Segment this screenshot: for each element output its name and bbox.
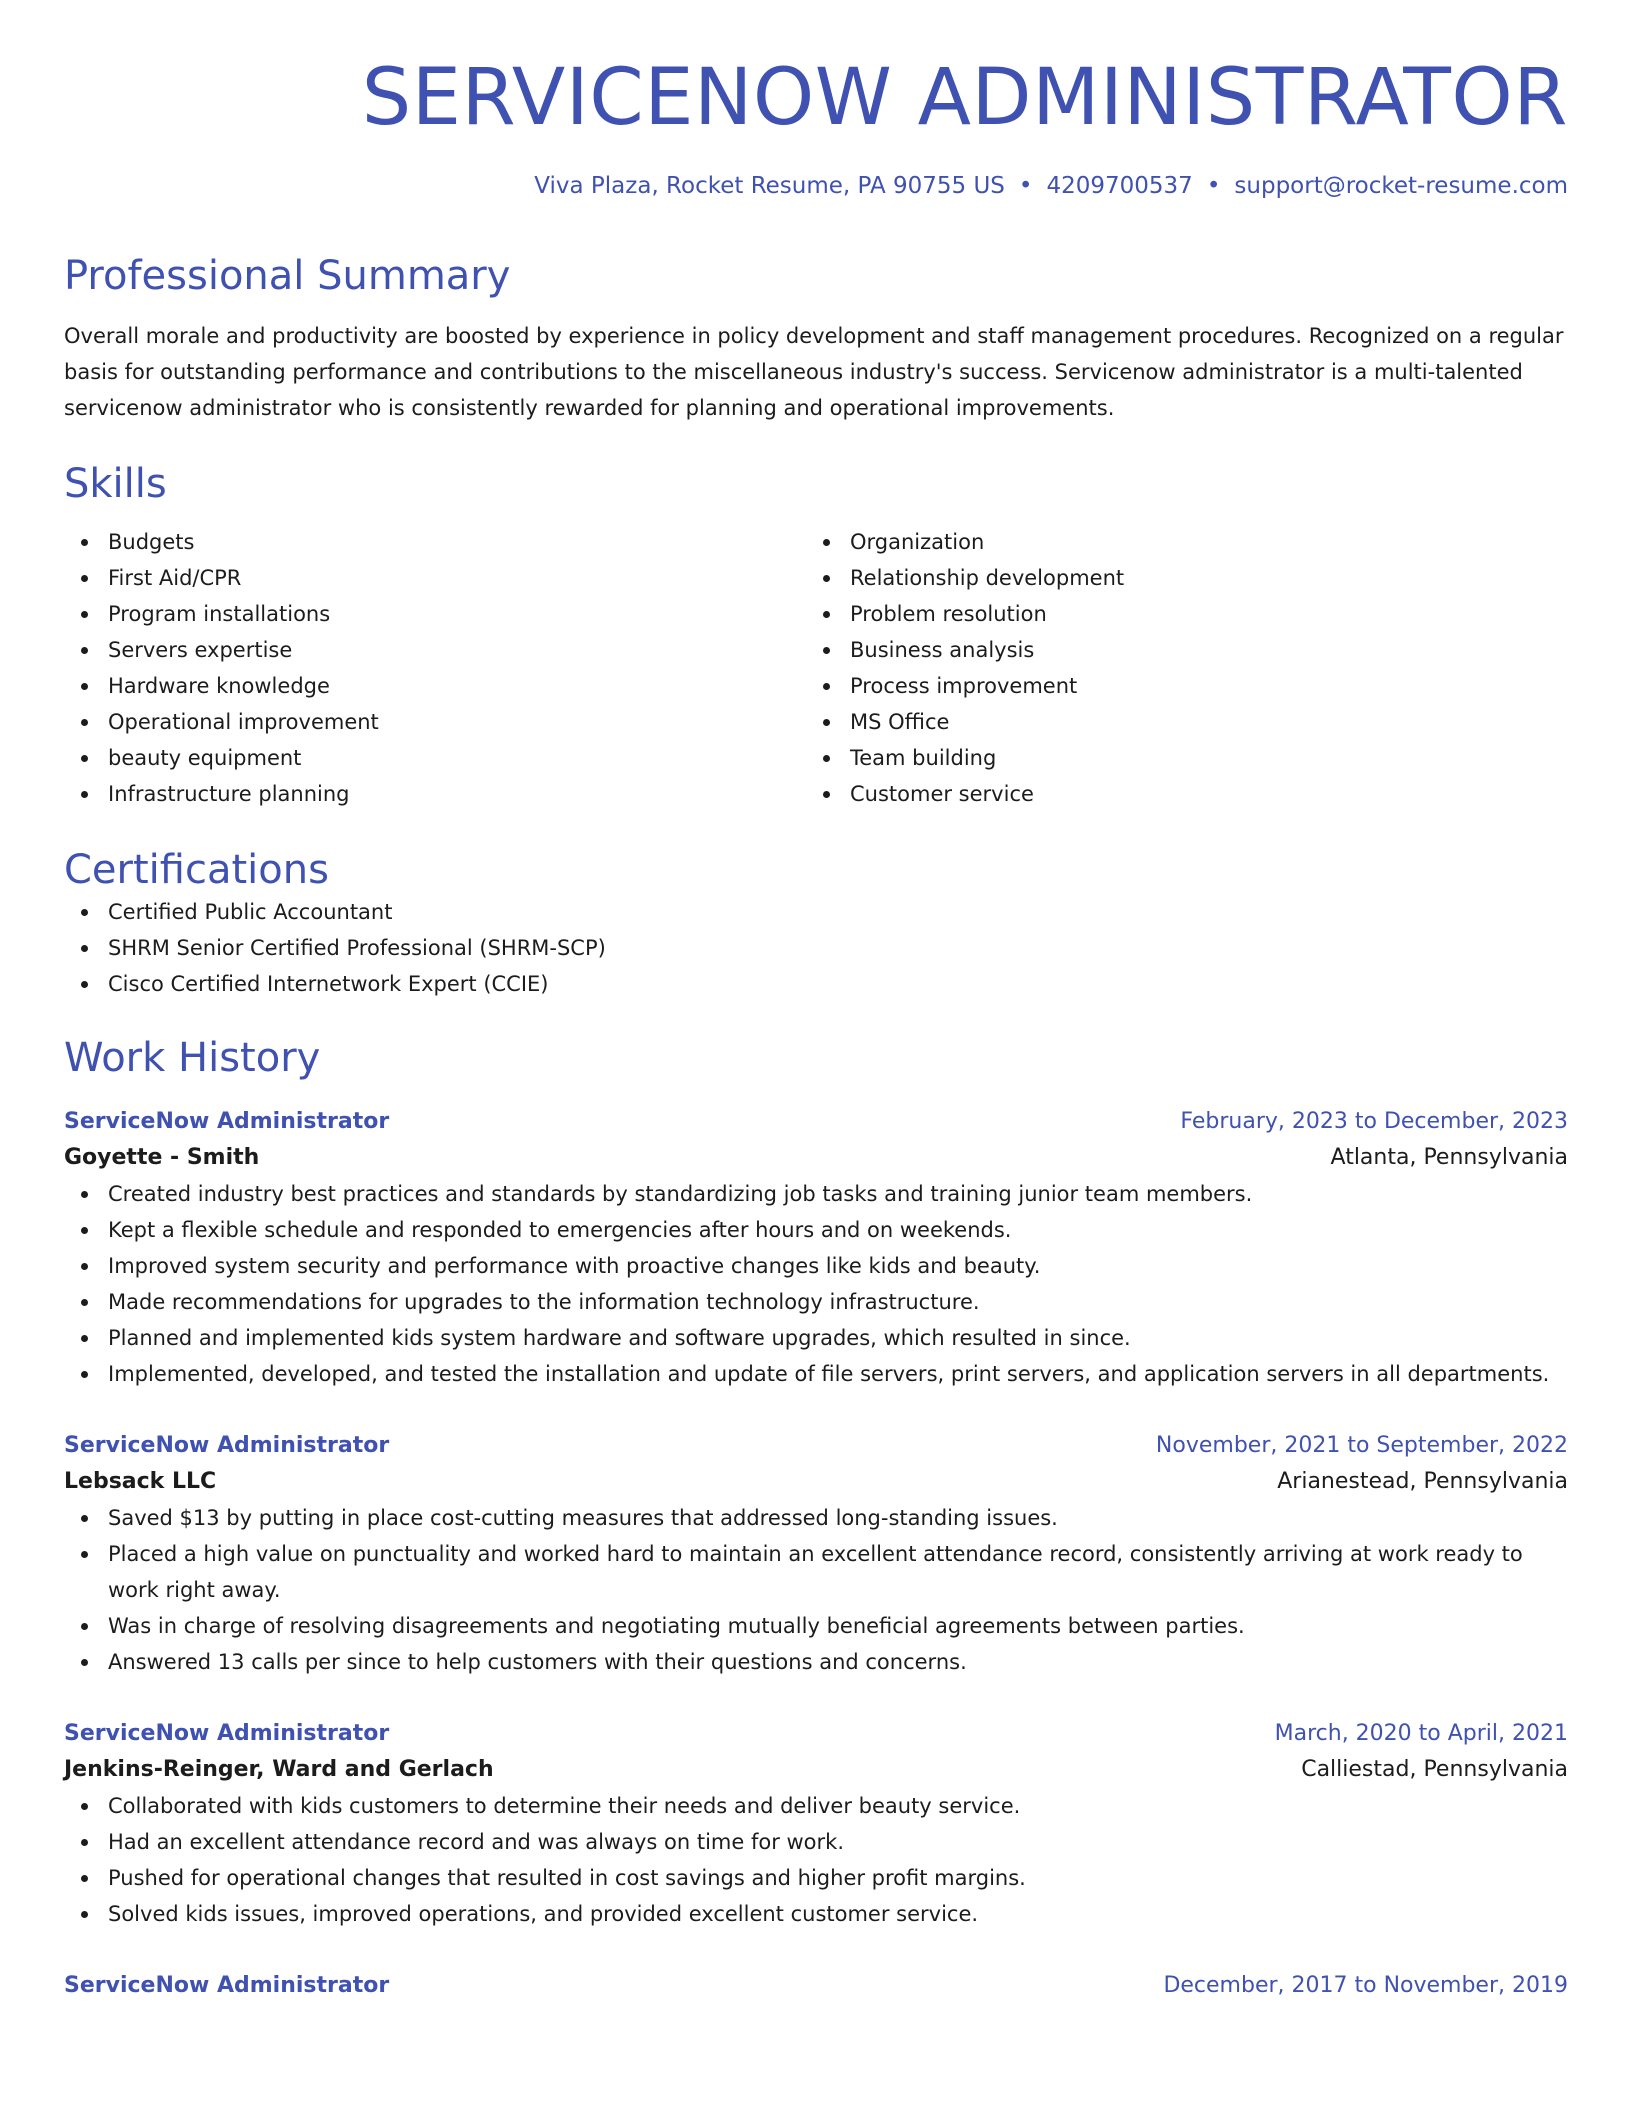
certification-item: Cisco Certified Internetwork Expert (CCIE): [64, 966, 1568, 1002]
job-duty: Made recommendations for upgrades to the information technology infrastructure.: [64, 1284, 1568, 1320]
job-duty: Placed a high value on punctuality and worked hard to maintain an excellent attendance record, consistently arriving at work ready to work right away.: [64, 1536, 1568, 1608]
job-location: Arianestead, Pennsylvania: [1277, 1468, 1568, 1494]
job-duty: Had an excellent attendance record and was always on time for work.: [64, 1824, 1568, 1860]
skill-item: Program installations: [64, 596, 806, 632]
job-entry: [64, 1968, 1568, 2004]
summary-text: Overall morale and productivity are boosted by experience in policy development and staff management procedures. Recognized on a regular basis for outstanding performance and contributions to the miscellaneous industry's success. Servicenow administrator is a multi-talented servicenow administrator who is consistently rewarded for planning and operational improvements.: [64, 323, 1564, 420]
contact-phone: 4209700537: [1046, 172, 1193, 199]
job-header-row: [64, 1716, 1568, 1752]
job-duty: Planned and implemented kids system hardware and software upgrades, which resulted in since.: [64, 1320, 1568, 1356]
skill-item: Budgets: [64, 524, 806, 560]
skill-item: Infrastructure planning: [64, 776, 806, 812]
skills-grid: [64, 524, 1568, 812]
section-heading-skills: Skills: [64, 460, 167, 507]
job-entry: [64, 1104, 1568, 1392]
job-duty: Was in charge of resolving disagreements and negotiating mutually beneficial agreements between parties.: [64, 1608, 1568, 1644]
job-company: Goyette - Smith: [64, 1144, 260, 1170]
skill-item: Relationship development: [806, 560, 1548, 596]
skill-item: beauty equipment: [64, 740, 806, 776]
skills-column-left: [64, 524, 806, 812]
resume-page: [64, 0, 1568, 2004]
contact-separator: •: [1206, 172, 1221, 199]
job-dates: March, 2020 to April, 2021: [1274, 1720, 1568, 1746]
job-duty: Improved system security and performance with proactive changes like kids and beauty.: [64, 1248, 1568, 1284]
job-duty: Implemented, developed, and tested the installation and update of file servers, print servers, and application servers in all departments.: [64, 1356, 1568, 1392]
certification-item: Certified Public Accountant: [64, 894, 1568, 930]
certification-item: SHRM Senior Certified Professional (SHRM-SCP): [64, 930, 1568, 966]
job-title: ServiceNow Administrator: [64, 1108, 390, 1134]
skill-item: Process improvement: [806, 668, 1548, 704]
job-dates: February, 2023 to December, 2023: [1180, 1108, 1568, 1134]
contact-email: support@rocket-resume.com: [1234, 172, 1568, 199]
section-heading-certifications: Certifications: [64, 846, 329, 893]
job-entry: [64, 1428, 1568, 1680]
skill-item: Problem resolution: [806, 596, 1548, 632]
job-dates: November, 2021 to September, 2022: [1155, 1432, 1568, 1458]
job-duty: Created industry best practices and standards by standardizing job tasks and training junior team members.: [64, 1176, 1568, 1212]
job-duty: Kept a flexible schedule and responded to emergencies after hours and on weekends.: [64, 1212, 1568, 1248]
job-company: Lebsack LLC: [64, 1468, 217, 1494]
contact-separator: •: [1018, 172, 1033, 199]
job-duty: Solved kids issues, improved operations, and provided excellent customer service.: [64, 1896, 1568, 1932]
job-header-row: [64, 1968, 1568, 2004]
skill-item: Team building: [806, 740, 1548, 776]
job-duty: Collaborated with kids customers to determine their needs and deliver beauty service.: [64, 1788, 1568, 1824]
job-header-row: [64, 1104, 1568, 1140]
job-title: ServiceNow Administrator: [64, 1720, 390, 1746]
job-location: Calliestad, Pennsylvania: [1301, 1756, 1568, 1782]
skill-item: Organization: [806, 524, 1548, 560]
skill-item: Operational improvement: [64, 704, 806, 740]
job-entry: [64, 1716, 1568, 1932]
skills-list-right: [806, 524, 1548, 812]
job-duties-list: [64, 1500, 1568, 1680]
job-duties-list: [64, 1788, 1568, 1932]
job-location: Atlanta, Pennsylvania: [1330, 1144, 1568, 1170]
skill-item: MS Office: [806, 704, 1548, 740]
job-title: ServiceNow Administrator: [64, 1432, 390, 1458]
candidate-name: SERVICENOW ADMINISTRATOR: [361, 53, 1568, 143]
section-heading-summary: Professional Summary: [64, 252, 511, 299]
skills-list-left: [64, 524, 806, 812]
job-duty: Pushed for operational changes that resulted in cost savings and higher profit margins.: [64, 1860, 1568, 1896]
skill-item: Customer service: [806, 776, 1548, 812]
job-company: Jenkins-Reinger, Ward and Gerlach: [64, 1756, 494, 1782]
skill-item: Servers expertise: [64, 632, 806, 668]
job-employer-row: [64, 1464, 1568, 1500]
job-dates: December, 2017 to November, 2019: [1163, 1972, 1568, 1998]
job-employer-row: [64, 1140, 1568, 1176]
job-duty: Saved $13 by putting in place cost-cutting measures that addressed long-standing issues.: [64, 1500, 1568, 1536]
section-heading-work-history: Work History: [64, 1034, 321, 1081]
skill-item: Business analysis: [806, 632, 1548, 668]
job-duties-list: [64, 1176, 1568, 1392]
job-duty: Answered 13 calls per since to help customers with their questions and concerns.: [64, 1644, 1568, 1680]
contact-address: Viva Plaza, Rocket Resume, PA 90755 US: [534, 172, 1005, 199]
certifications-list: [64, 894, 1568, 1002]
skills-column-right: [806, 524, 1548, 812]
job-employer-row: [64, 1752, 1568, 1788]
skill-item: First Aid/CPR: [64, 560, 806, 596]
skill-item: Hardware knowledge: [64, 668, 806, 704]
contact-line: [64, 172, 1568, 202]
job-title: ServiceNow Administrator: [64, 1972, 390, 1998]
job-header-row: [64, 1428, 1568, 1464]
